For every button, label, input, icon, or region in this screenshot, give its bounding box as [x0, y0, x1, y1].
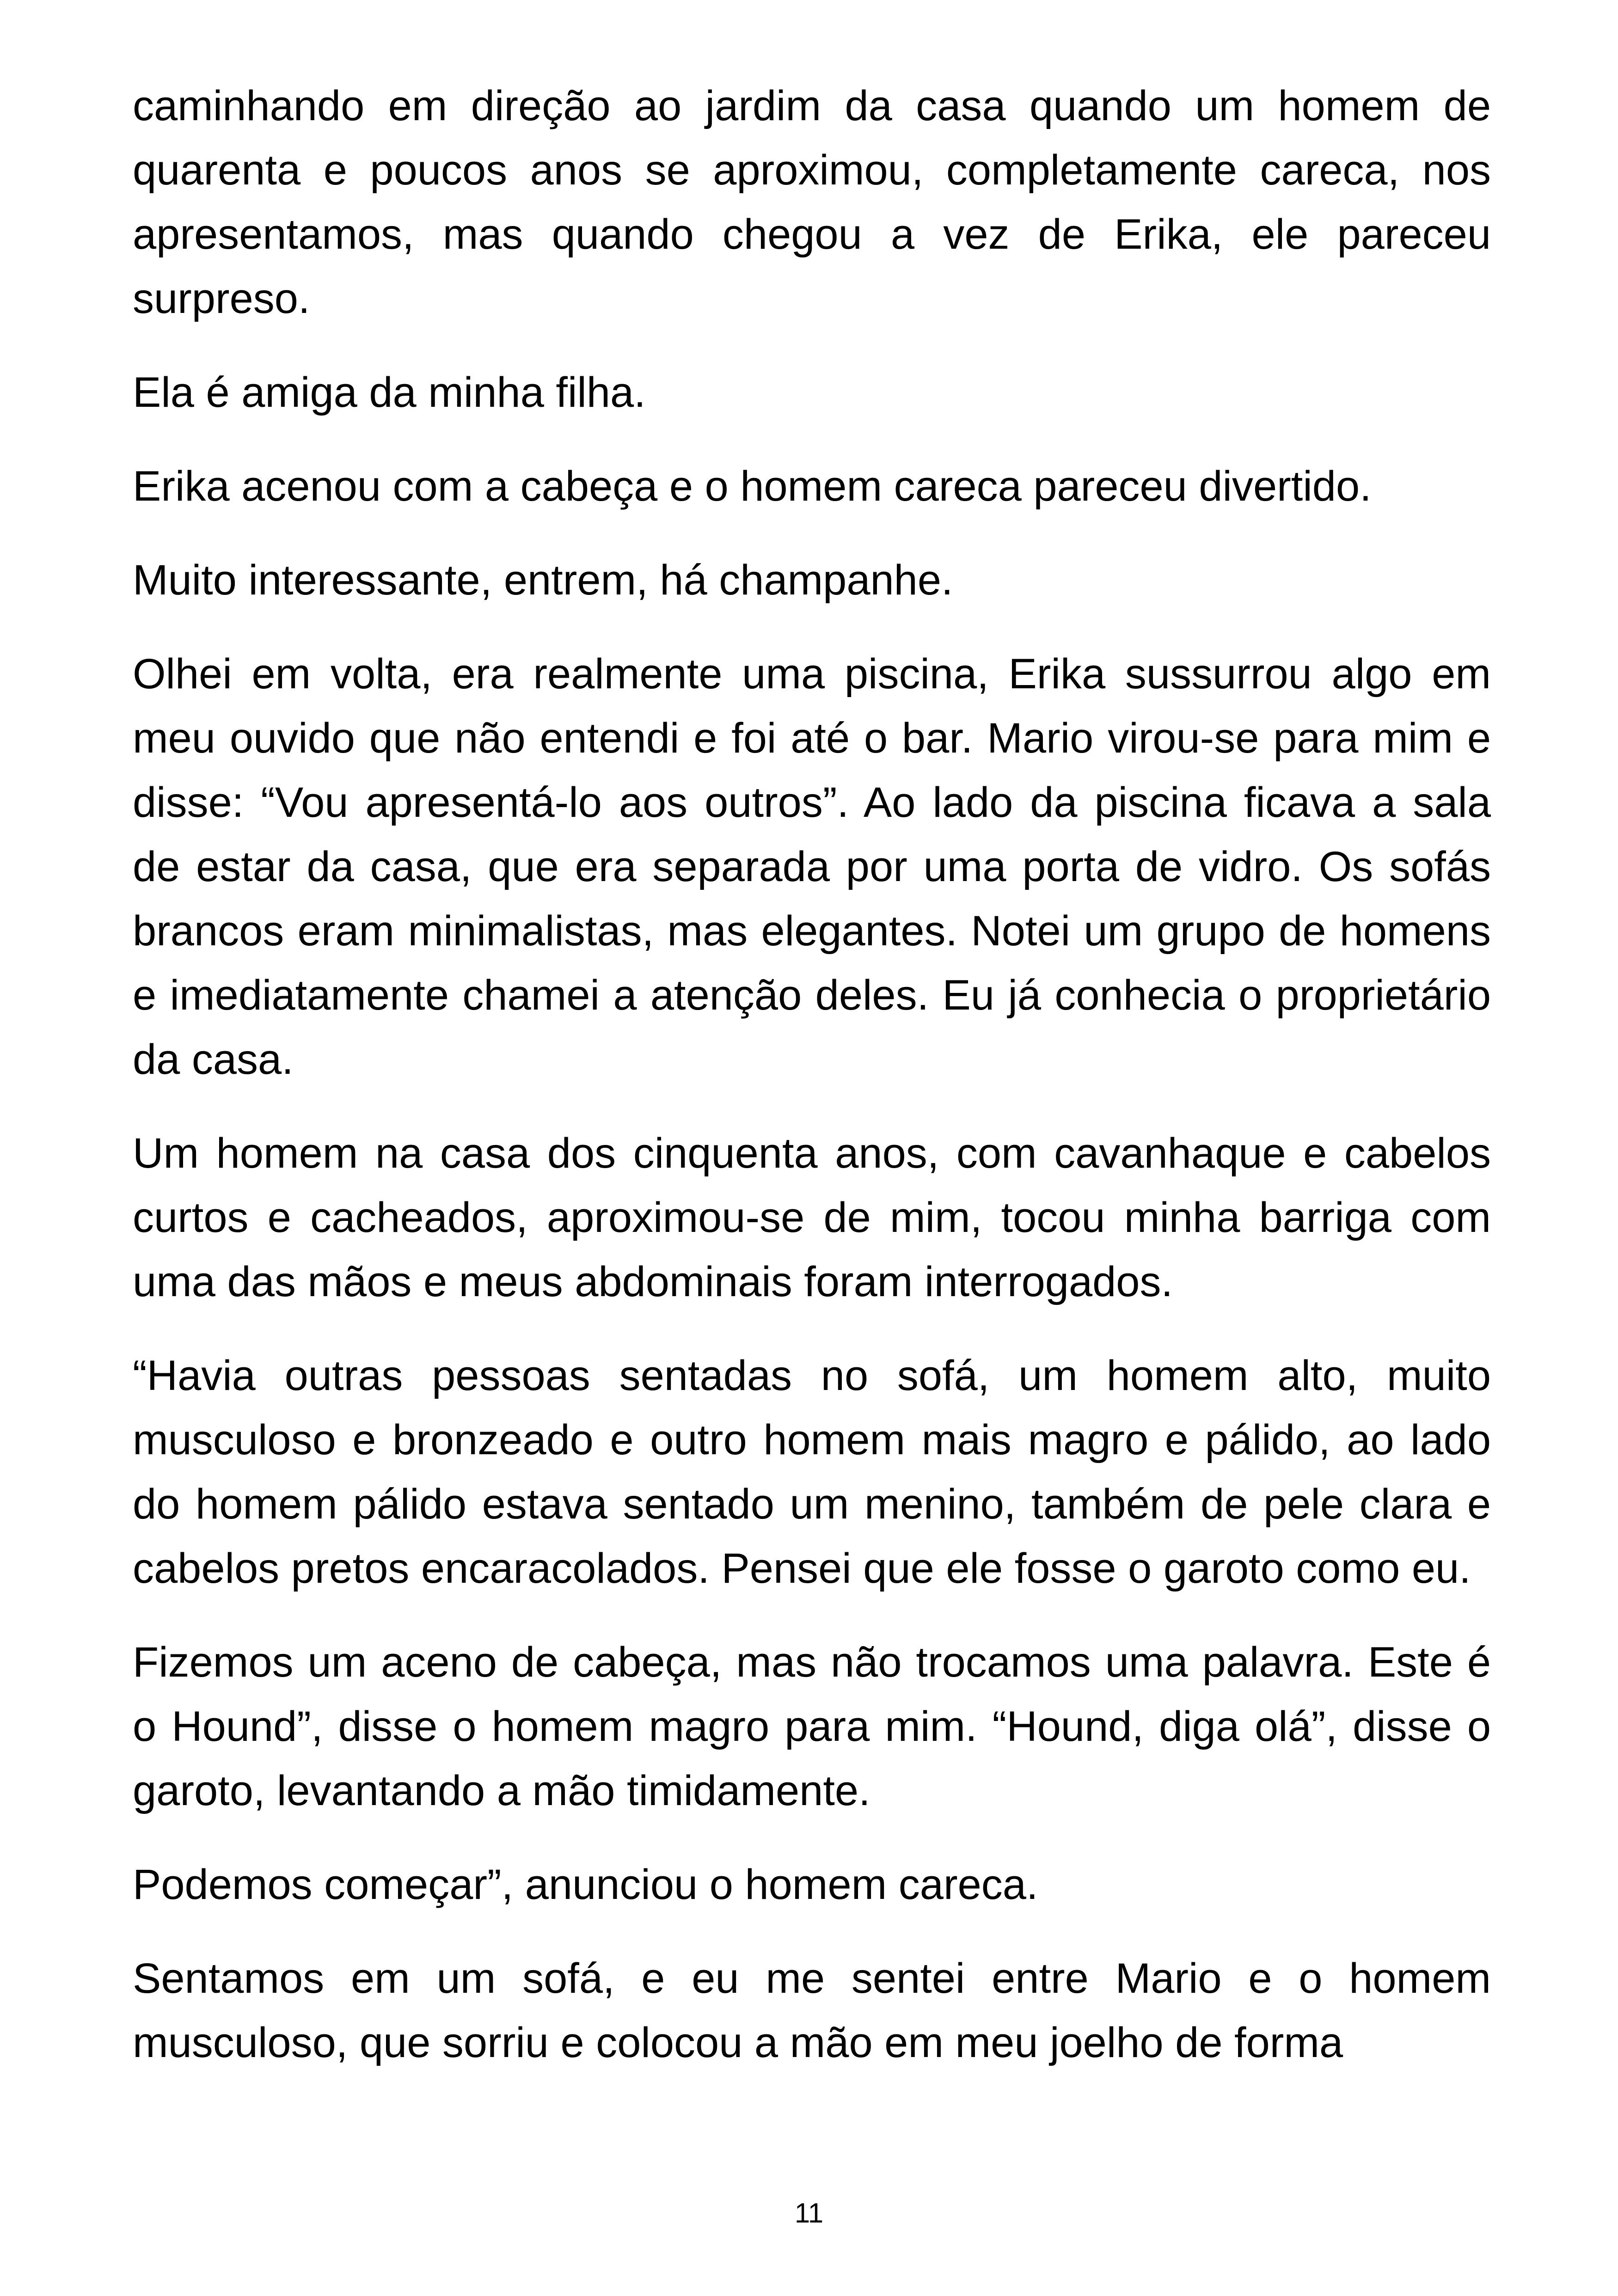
paragraph-6: Um homem na casa dos cinquenta anos, com cavanhaque e cabelos curtos e cacheados, aproximou-se de mim, tocou minha barriga com uma das mãos e meus abdominais foram interrogados. — [133, 1130, 1491, 1305]
page-number: 11 — [794, 2198, 824, 2229]
paragraph-8: Fizemos um aceno de cabeça, mas não trocamos uma palavra. Este é o Hound”, disse o homem magro para mim. “Hound, diga olá”, disse o garoto, levantando a mão timidamente. — [133, 1639, 1491, 1814]
paragraph-1: caminhando em direção ao jardim da casa quando um homem de quarenta e poucos anos se aproximou, completamente careca, nos apresentamos, mas quando chegou a vez de Erika, ele pareceu surpreso. — [133, 82, 1491, 322]
paragraph-10: Sentamos em um sofá, e eu me sentei entre Mario e o homem musculoso, que sorriu e colocou a mão em meu joelho de forma — [133, 1955, 1491, 2066]
paragraph-5: Olhei em volta, era realmente uma piscina, Erika sussurrou algo em meu ouvido que não entendi e foi até o bar. Mario virou-se para mim e disse: “Vou apresentá-lo aos outros”. Ao lado da piscina ficava a sala de estar da casa, que era separada por uma porta de vidro. Os sofás brancos eram minimalistas, mas elegantes. Notei um grupo de homens e imediatamente chamei a atenção deles. Eu já conhecia o proprietário da casa. — [133, 650, 1491, 1083]
paragraph-9: Podemos começar”, anunciou o homem careca. — [133, 1861, 1038, 1908]
paragraph-7: “Havia outras pessoas sentadas no sofá, um homem alto, muito musculoso e bronzeado e outro homem mais magro e pálido, ao lado do homem pálido estava sentado um menino, também de pele clara e cabelos pretos encaracolados. Pensei que ele fosse o garoto como eu. — [133, 1352, 1491, 1592]
paragraph-2: Ela é amiga da minha filha. — [133, 369, 646, 416]
document-page — [133, 74, 1491, 2105]
paragraph-3: Erika acenou com a cabeça e o homem careca pareceu divertido. — [133, 463, 1372, 510]
paragraph-4: Muito interessante, entrem, há champanhe. — [133, 557, 953, 604]
